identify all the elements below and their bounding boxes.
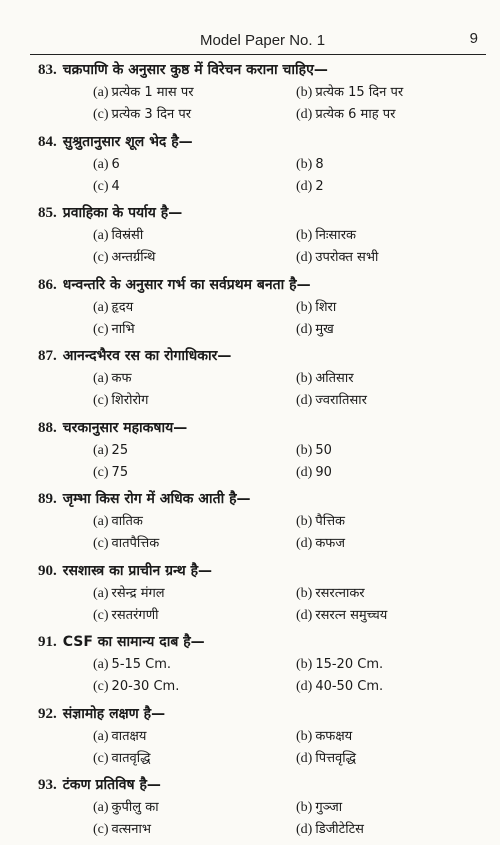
option-text: डिजीटेटिस [315,822,364,837]
option-text: प्रत्येक 1 मास पर [111,85,194,100]
question-text: रसशास्त्र का प्राचीन ग्रन्थ है— [62,562,213,579]
option-label: (b) [296,585,313,601]
option-d [296,819,364,841]
question-text: प्रवाहिका के पर्याय है— [62,205,183,221]
option-d [296,462,332,484]
option-b [296,726,352,748]
option-d [296,176,324,198]
option-text: 8 [315,156,324,172]
question-stem [38,773,161,797]
option-text: रसतरंगणी [111,607,159,623]
option-label: (a) [93,228,109,243]
option-a [93,368,132,390]
option-label: (a) [93,299,109,315]
option-label: (c) [93,464,109,480]
question-stem [38,630,205,654]
option-text: अन्तर्ग्रन्थि [111,250,156,265]
question-number: 92. [38,705,57,722]
option-label: (b) [296,371,313,386]
option-a [93,440,128,462]
question-item [0,416,500,488]
option-text: 40-50 Cm. [315,679,384,694]
option-label: (d) [296,679,313,694]
option-label: (b) [296,442,313,458]
option-b [296,297,336,319]
option-text: पित्तवृद्धि [315,750,357,766]
option-a [93,797,159,819]
option-a [93,297,133,319]
option-text: कुपीलु का [111,800,159,815]
option-label: (a) [93,371,109,386]
option-text: 50 [315,442,332,458]
option-label: (c) [93,822,109,837]
option-text: वातवृद्धि [111,750,151,766]
question-stem [38,58,328,82]
option-label: (b) [296,299,313,315]
option-c [93,104,191,126]
option-d [296,319,334,341]
question-number: 90. [38,562,57,579]
option-a [93,511,143,533]
option-c [93,748,151,770]
option-text: नाभि [111,321,135,337]
option-label: (a) [93,657,109,672]
question-item [0,130,500,202]
option-label: (b) [296,800,313,815]
option-label: (d) [296,393,313,408]
option-label: (c) [93,250,109,265]
option-c [93,676,179,698]
question-item [0,201,500,273]
option-a [93,82,194,104]
option-label: (c) [93,107,109,122]
question-item [0,487,500,559]
option-label: (a) [93,585,109,601]
option-text: पैत्तिक [315,514,346,529]
option-d [296,104,395,126]
option-c [93,390,148,412]
option-text: रसरत्नाकर [315,585,365,601]
option-b [296,154,324,176]
option-text: गुञ्जा [315,800,343,815]
option-text: वातक्षय [111,728,147,744]
option-text: 4 [111,178,120,194]
option-d [296,390,367,412]
option-label: (a) [93,85,109,100]
option-b [296,82,403,104]
option-text: कफक्षय [315,728,353,744]
option-label: (b) [296,728,313,744]
option-label: (b) [296,228,313,243]
option-b [296,511,345,533]
option-label: (d) [296,250,313,265]
option-text: निःसारक [315,228,356,243]
option-text: उपरोक्त सभी [315,250,379,265]
option-c [93,819,151,841]
question-stem [38,201,182,225]
question-item [0,630,500,702]
option-text: कफज [315,536,345,551]
header-title: Model Paper No. 1 [200,32,326,49]
option-text: 75 [111,464,129,480]
option-label: (a) [93,800,109,815]
option-label: (b) [296,514,313,529]
question-number: 88. [38,419,57,436]
option-text: 5-15 Cm. [111,657,172,672]
option-a [93,154,120,176]
option-text: 25 [111,442,129,458]
option-text: 2 [315,178,324,194]
page-header [30,30,486,55]
question-stem [38,702,165,726]
question-text: टंकण प्रतिविष है— [62,777,161,793]
option-label: (c) [93,750,109,766]
question-item [0,702,500,774]
question-text: धन्वन्तरि के अनुसार गर्भ का सर्वप्रथम बनता है— [62,276,311,293]
option-b [296,654,383,676]
question-number: 84. [38,133,57,150]
option-d [296,748,356,770]
question-stem [38,273,311,297]
option-text: रसरत्न समुच्चय [315,607,388,623]
question-text: चक्रपाणि के अनुसार कुष्ठ में विरेचन कराना चाहिए— [62,62,328,78]
option-label: (d) [296,107,313,122]
option-label: (d) [296,536,313,551]
question-stem [38,487,251,511]
option-text: हृदय [111,299,134,315]
option-label: (d) [296,750,313,766]
page-number: 9 [469,30,478,47]
question-text: CSF का सामान्य दाब है— [62,634,205,650]
question-stem [38,559,212,583]
option-text: मुख [315,321,334,337]
option-text: 15-20 Cm. [315,657,384,672]
option-d [296,605,387,627]
option-label: (a) [93,442,109,458]
option-text: विस्रंसी [111,228,144,243]
option-b [296,797,342,819]
question-text: जृम्भा किस रोग में अधिक आती है— [62,491,251,507]
question-item [0,559,500,631]
option-b [296,368,354,390]
option-text: प्रत्येक 6 माह पर [315,107,396,122]
option-text: कफ [111,371,132,386]
option-a [93,583,165,605]
question-item [0,273,500,345]
question-number: 93. [38,777,57,793]
option-text: वत्सनाभ [111,822,152,837]
option-d [296,533,345,555]
option-b [296,440,332,462]
option-label: (c) [93,679,109,694]
option-label: (c) [93,607,109,623]
option-label: (a) [93,728,109,744]
question-stem [38,344,231,368]
option-d [296,676,383,698]
option-label: (d) [296,464,313,480]
option-text: 6 [111,156,120,172]
option-d [296,247,378,269]
option-a [93,225,143,247]
question-item [0,58,500,130]
option-text: वातपैत्तिक [111,536,160,551]
question-text: सुश्रुतानुसार शूल भेद है— [62,133,193,150]
option-a [93,654,171,676]
option-c [93,462,128,484]
question-text: संज्ञामोह लक्षण है— [62,705,166,722]
option-text: 90 [315,464,332,480]
option-label: (b) [296,657,313,672]
question-item [0,773,500,845]
question-number: 91. [38,634,57,650]
option-label: (a) [93,156,109,172]
option-c [93,319,135,341]
option-label: (c) [93,536,109,551]
question-text: आनन्दभैरव रस का रोगाधिकार— [62,348,232,364]
question-number: 87. [38,348,57,364]
option-label: (c) [93,393,109,408]
question-text: चरकानुसार महाकषाय— [62,419,188,436]
option-c [93,247,155,269]
option-label: (a) [93,514,109,529]
option-label: (d) [296,178,313,194]
question-number: 83. [38,62,57,78]
question-item [0,344,500,416]
option-a [93,726,146,748]
option-text: 20-30 Cm. [111,679,180,694]
option-label: (b) [296,85,313,100]
option-text: प्रत्येक 3 दिन पर [111,107,192,122]
option-c [93,176,120,198]
option-text: शिरा [315,299,337,315]
question-stem [38,416,187,440]
question-number: 89. [38,491,57,507]
option-text: प्रत्येक 15 दिन पर [315,85,404,100]
option-text: अतिसार [315,371,354,386]
option-label: (b) [296,156,313,172]
option-text: शिरोरोग [111,393,149,408]
option-c [93,533,159,555]
question-number: 86. [38,276,57,293]
option-label: (c) [93,178,109,194]
question-stem [38,130,193,154]
question-number: 85. [38,205,57,221]
option-label: (d) [296,822,313,837]
option-c [93,605,158,627]
option-label: (d) [296,607,313,623]
option-b [296,225,356,247]
option-label: (c) [93,321,109,337]
question-list [0,58,500,845]
option-text: ज्वरातिसार [315,393,367,408]
option-b [296,583,365,605]
option-text: वातिक [111,514,143,529]
option-text: रसेन्द्र मंगल [111,585,165,601]
option-label: (d) [296,321,313,337]
